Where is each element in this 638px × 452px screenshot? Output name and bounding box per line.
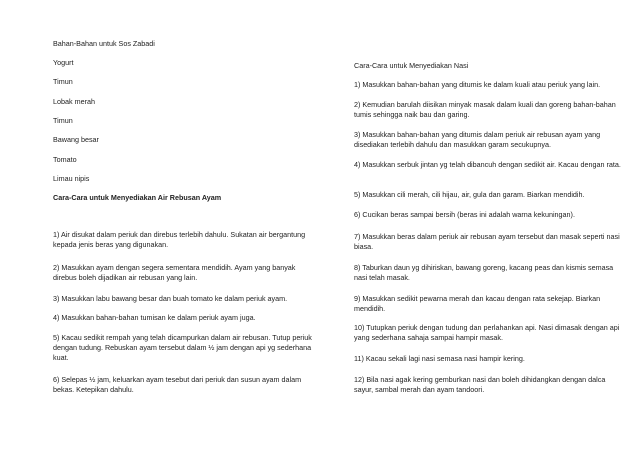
rice-step-12: 12) Bila nasi agak kering gemburkan nasi dan boleh dihidangkan dengan dalca sayur, sambal merah dan ayam tandoori. [354, 375, 606, 394]
ingredients-heading: Bahan-Bahan untuk Sos Zabadi [53, 39, 155, 48]
method-step-6: 6) Selepas ½ jam, keluarkan ayam tesebut dari periuk dan susun ayam dalam bekas. Ketepikan dahulu. [53, 375, 302, 394]
rice-step-6: 6) Cucikan beras sampai bersih (beras ini adalah warna kekuningan). [354, 210, 575, 219]
rice-step-11: 11) Kacau sekali lagi nasi semasa nasi hampir kering. [354, 354, 525, 363]
method-step-2: 2) Masukkan ayam dengan segera sementara mendidih. Ayam yang banyak direbus boleh dijadikan air rebusan yang lain. [53, 263, 296, 282]
rice-step-5: 5) Masukkan cili merah, cili hijau, air, gula dan garam. Biarkan mendidih. [354, 190, 585, 199]
method-step-5: 5) Kacau sedikit rempah yang telah dicampurkan dalam air rebusan. Tutup periuk dengan tudung. Rebuskan ayam tersebut dalam ½ jam dengan api yg sederhana kuat. [53, 333, 312, 362]
rice-step-9: 9) Masukkan sedikit pewarna merah dan kacau dengan rata sekejap. Biarkan mendidih. [354, 294, 601, 313]
ingredient-item: Lobak merah [53, 97, 95, 106]
ingredient-item: Yogurt [53, 58, 74, 67]
method-step-3: 3) Masukkan labu bawang besar dan buah tomato ke dalam periuk ayam. [53, 294, 288, 303]
ingredient-item: Limau nipis [53, 174, 90, 183]
ingredient-item: Tomato [53, 155, 77, 164]
ingredient-item: Bawang besar [53, 135, 99, 144]
method-step-4: 4) Masukkan bahan-bahan tumisan ke dalam periuk ayam juga. [53, 313, 256, 322]
rice-step-1: 1) Masukkan bahan-bahan yang ditumis ke dalam kuali atau periuk yang lain. [354, 80, 601, 89]
rice-step-7: 7) Masukkan beras dalam periuk air rebusan ayam tersebut dan masak seperti nasi biasa. [354, 232, 620, 251]
rice-step-2: 2) Kemudian barulah diisikan minyak masak dalam kuali dan goreng bahan-bahan tumis sehingga naik bau dan garing. [354, 100, 616, 119]
rice-step-3: 3) Masukkan bahan-bahan yang ditumis dalam periuk air rebusan ayam yang disediakan terlebih dahulu dan masukkan garam secukupnya. [354, 130, 601, 149]
rice-step-8: 8) Taburkan daun yg dihiriskan, bawang goreng, kacang peas dan kismis semasa nasi telah masak. [354, 263, 614, 282]
method-heading: Cara-Cara untuk Menyediakan Air Rebusan Ayam [53, 193, 222, 202]
rice-step-4: 4) Masukkan serbuk jintan yg telah dibancuh dengan sedikit air. Kacau dengan rata. [354, 160, 621, 169]
method-step-1: 1) Air disukat dalam periuk dan direbus terlebih dahulu. Sukatan air bergantung kepada jenis beras yang digunakan. [53, 230, 306, 249]
ingredient-item: Timun [53, 116, 73, 125]
rice-step-10: 10) Tutupkan periuk dengan tudung dan perlahankan api. Nasi dimasak dengan api yang sederhana sahaja sampai hampir masak. [354, 323, 620, 342]
rice-method-heading: Cara-Cara untuk Menyediakan Nasi [354, 61, 469, 70]
ingredient-item: Timun [53, 77, 73, 86]
